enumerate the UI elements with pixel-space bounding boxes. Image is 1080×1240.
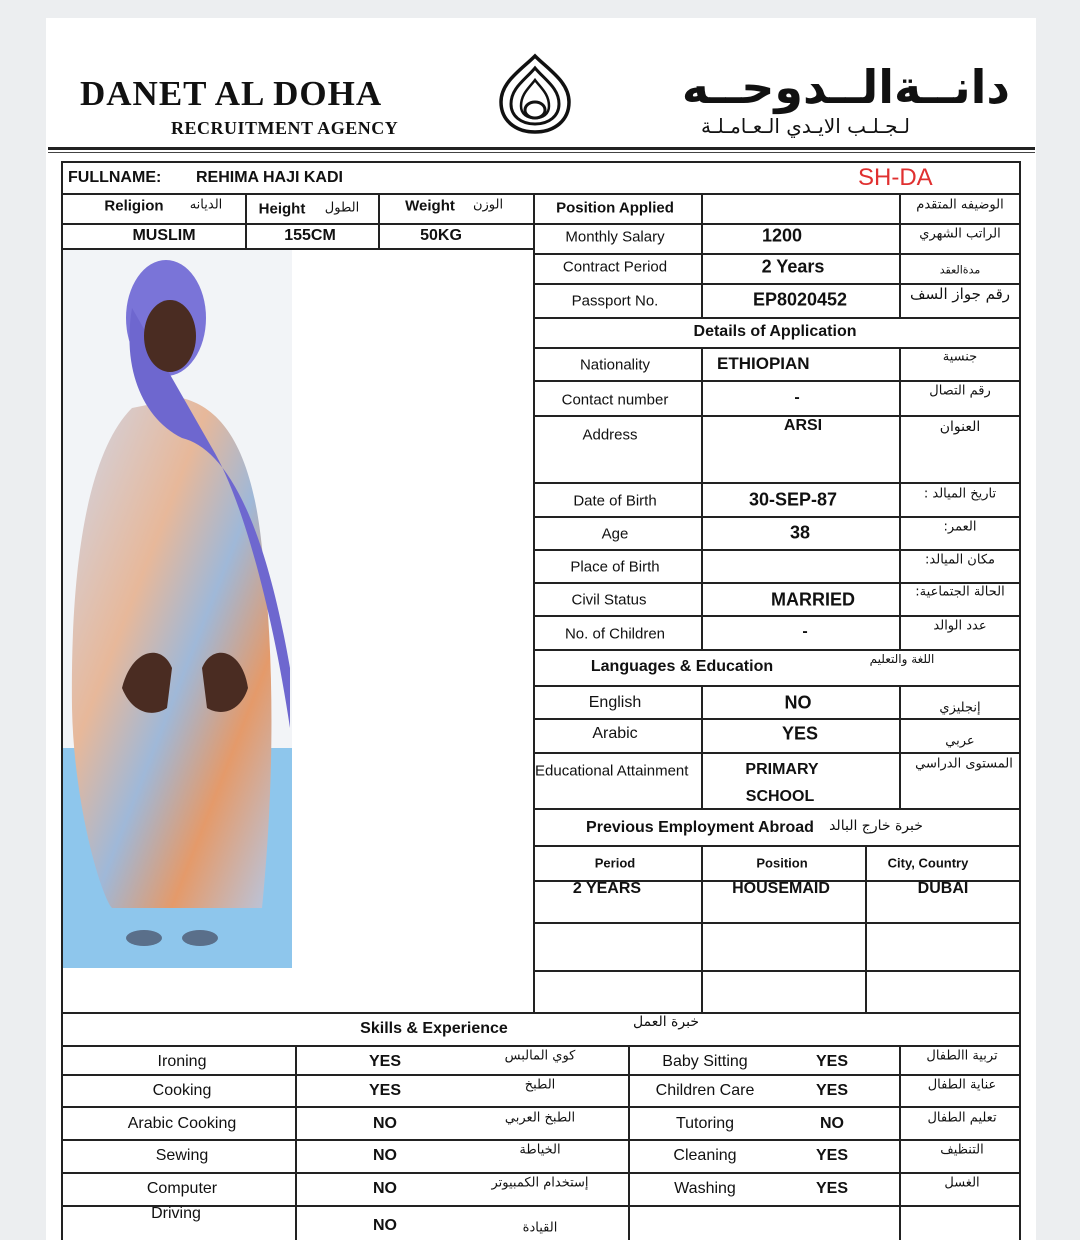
- employment-position-value: HOUSEMAID: [732, 880, 830, 897]
- table-rule: [533, 549, 1020, 551]
- details-heading: Details of Application: [693, 323, 857, 340]
- pearl-logo-icon: [497, 52, 573, 136]
- religion-label-ar: الديانه: [189, 197, 223, 213]
- table-rule: [701, 347, 703, 649]
- passport-label: Passport No.: [571, 292, 659, 310]
- skill-name-ar: عناية الطفال: [927, 1077, 997, 1093]
- skill-name-ar: التنظيف: [940, 1142, 984, 1158]
- contract-period-value: 2 Years: [761, 256, 825, 277]
- employment-position-header: Position: [756, 855, 808, 871]
- employment-period-value: 2 YEARS: [572, 880, 642, 897]
- skill-value: YES: [368, 1053, 402, 1070]
- table-rule: [533, 649, 1020, 651]
- employment-city-value: DUBAI: [917, 880, 969, 897]
- table-rule: [61, 1106, 1020, 1108]
- table-rule: [533, 317, 1020, 319]
- education-ar: المستوى الدراسي: [915, 756, 1013, 772]
- contact-ar: رقم التصال: [929, 383, 991, 399]
- english-label: English: [588, 694, 642, 711]
- table-rule: [61, 1074, 1020, 1076]
- english-value: NO: [784, 692, 812, 713]
- table-rule: [701, 685, 703, 808]
- table-rule: [533, 685, 1020, 687]
- nationality-value: ETHIOPIAN: [717, 354, 810, 373]
- weight-label: Weight: [405, 197, 455, 215]
- dob-label: Date of Birth: [573, 492, 657, 510]
- skill-name: Arabic Cooking: [127, 1115, 237, 1132]
- nationality-ar: جنسية: [942, 349, 978, 365]
- skill-value: NO: [373, 1180, 397, 1197]
- agency-subtitle: RECRUITMENT AGENCY: [171, 118, 399, 138]
- languages-heading-ar: اللغة والتعليم: [869, 652, 935, 666]
- table-rule: [533, 482, 1020, 484]
- nationality-label: Nationality: [579, 356, 651, 374]
- pob-label: Place of Birth: [570, 558, 660, 576]
- dob-ar: تاريخ الميالد :: [923, 486, 997, 502]
- skill-name: Computer: [146, 1180, 218, 1197]
- fullname-label: FULLNAME:: [68, 169, 162, 186]
- skills-heading-ar: خبرة العمل: [633, 1014, 699, 1030]
- table-rule: [533, 223, 1020, 225]
- education-value-line2: SCHOOL: [745, 788, 815, 805]
- table-rule: [533, 516, 1020, 518]
- table-rule: [61, 1205, 1020, 1207]
- civil-status-value: MARRIED: [771, 589, 855, 610]
- skill-name: Sewing: [155, 1147, 209, 1164]
- arabic-label: Arabic: [592, 725, 638, 742]
- table-rule: [61, 1045, 1020, 1047]
- skill-name: Cleaning: [673, 1147, 737, 1164]
- fullname-value: REHIMA HAJI KADI: [196, 169, 343, 186]
- contract-period-ar: مدةالعقد: [939, 263, 981, 277]
- civil-status-label: Civil Status: [571, 591, 647, 609]
- age-label: Age: [601, 525, 629, 543]
- civil-status-ar: الحالة الجتماعية:: [915, 584, 1005, 600]
- table-rule: [1019, 161, 1021, 1240]
- position-applied-label: Position Applied: [556, 199, 674, 217]
- applicant-photo: [62, 248, 292, 968]
- children-label: No. of Children: [564, 625, 666, 643]
- table-rule: [701, 193, 703, 317]
- languages-heading: Languages & Education: [590, 658, 774, 675]
- table-rule: [61, 1139, 1020, 1141]
- table-rule: [533, 718, 1020, 720]
- table-rule: [899, 1045, 901, 1240]
- header-rule: [48, 147, 1035, 150]
- age-ar: العمر:: [943, 519, 977, 535]
- skill-name-ar: الخياطة: [519, 1142, 561, 1158]
- agency-name: DANET AL DOHA: [80, 74, 383, 113]
- pob-ar: مكان الميالد:: [925, 552, 995, 568]
- skill-name-ar: القيادة: [522, 1220, 558, 1236]
- contract-period-label: Contract Period: [562, 258, 668, 276]
- employment-heading-ar: خبرة خارج البالد: [829, 818, 923, 834]
- table-rule: [899, 685, 901, 808]
- table-rule: [533, 193, 535, 1012]
- table-rule: [899, 193, 901, 317]
- table-rule: [533, 922, 1020, 924]
- skill-value: NO: [373, 1217, 397, 1234]
- skill-value: YES: [815, 1053, 849, 1070]
- skill-name-ar: الطبخ العربي: [504, 1110, 576, 1126]
- height-label-ar: الطول: [324, 200, 360, 216]
- header-rule-thin: [48, 152, 1035, 153]
- height-value: 155CM: [284, 227, 336, 244]
- table-rule: [533, 253, 1020, 255]
- table-rule: [61, 1172, 1020, 1174]
- skill-name-ar: كوي المالبس: [504, 1048, 576, 1064]
- monthly-salary-ar: الراتب الشهري: [919, 226, 1001, 242]
- table-rule: [701, 845, 703, 1012]
- arabic-value: YES: [781, 723, 819, 744]
- skill-name: Tutoring: [675, 1115, 735, 1132]
- skill-value: YES: [368, 1082, 402, 1099]
- table-rule: [628, 1045, 630, 1240]
- age-value: 38: [789, 522, 811, 543]
- table-rule: [533, 845, 1020, 847]
- skill-name: Cooking: [152, 1082, 212, 1099]
- skill-value: NO: [373, 1115, 397, 1132]
- monthly-salary-value: 1200: [761, 225, 803, 246]
- table-rule: [245, 193, 247, 248]
- table-rule: [533, 752, 1020, 754]
- skill-name-ar: تربية االطفال: [926, 1048, 998, 1064]
- address-ar: العنوان: [939, 419, 981, 435]
- religion-label: Religion: [104, 197, 164, 215]
- table-rule: [61, 1012, 1020, 1014]
- skill-name-ar: الغسل: [944, 1175, 980, 1191]
- children-ar: عدد الوالد: [933, 618, 987, 634]
- passport-value: EP8020452: [752, 289, 848, 310]
- religion-value: MUSLIM: [132, 227, 196, 244]
- table-rule: [533, 347, 1020, 349]
- employment-heading: Previous Employment Abroad: [586, 819, 814, 836]
- table-rule: [61, 161, 63, 1240]
- arabic-ar: عربي: [945, 733, 975, 749]
- weight-value: 50KG: [420, 227, 462, 244]
- table-rule: [899, 347, 901, 649]
- contact-value: -: [794, 389, 800, 406]
- height-label: Height: [258, 200, 306, 218]
- skill-value: YES: [815, 1180, 849, 1197]
- reference-code: SH-DA: [858, 164, 933, 191]
- weight-label-ar: الوزن: [472, 197, 504, 213]
- skill-name-ar: الطبخ: [524, 1077, 556, 1093]
- employment-period-header: Period: [594, 855, 636, 871]
- skill-value: YES: [815, 1082, 849, 1099]
- skill-name-ar: تعليم الطفال: [927, 1110, 997, 1126]
- table-rule: [533, 970, 1020, 972]
- passport-ar: رقم جواز السف: [909, 285, 1011, 303]
- skills-heading: Skills & Experience: [360, 1020, 508, 1037]
- english-ar: إنجليزي: [939, 700, 981, 716]
- table-rule: [533, 808, 1020, 810]
- employment-city-header: City, Country: [887, 855, 969, 871]
- table-rule: [533, 380, 1020, 382]
- table-rule: [378, 193, 380, 248]
- address-value: ARSI: [783, 417, 823, 434]
- children-value: -: [802, 623, 808, 640]
- table-rule: [61, 223, 533, 225]
- table-rule: [295, 1045, 297, 1240]
- table-rule: [533, 582, 1020, 584]
- table-rule: [533, 615, 1020, 617]
- education-value-line1: PRIMARY: [745, 761, 819, 778]
- address-label: Address: [582, 426, 638, 444]
- education-label: Educational Attainment: [535, 762, 689, 780]
- skill-name: Ironing: [157, 1053, 207, 1070]
- agency-name-arabic: دانــةالــدوحــه: [681, 60, 1010, 114]
- skill-value: NO: [820, 1115, 844, 1132]
- table-rule: [533, 415, 1020, 417]
- skill-name: Baby Sitting: [662, 1053, 748, 1070]
- agency-subtitle-arabic: لـجـلـب الايـدي الـعـامـلـة: [701, 114, 910, 138]
- table-rule: [61, 248, 533, 250]
- skill-value: NO: [373, 1147, 397, 1164]
- contact-label: Contact number: [561, 391, 669, 409]
- skill-name-ar: إستخدام الكمبيوتر: [491, 1175, 589, 1191]
- table-rule: [61, 161, 1020, 163]
- dob-value: 30-SEP-87: [748, 489, 838, 510]
- skill-name: Children Care: [655, 1082, 755, 1099]
- table-rule: [61, 193, 1020, 195]
- skill-name: Washing: [674, 1180, 736, 1197]
- table-rule: [865, 845, 867, 1012]
- monthly-salary-label: Monthly Salary: [565, 228, 665, 246]
- skill-name: Driving: [151, 1205, 201, 1222]
- skill-value: YES: [815, 1147, 849, 1164]
- position-applied-ar: الوضيفه المتقدم: [916, 197, 1004, 213]
